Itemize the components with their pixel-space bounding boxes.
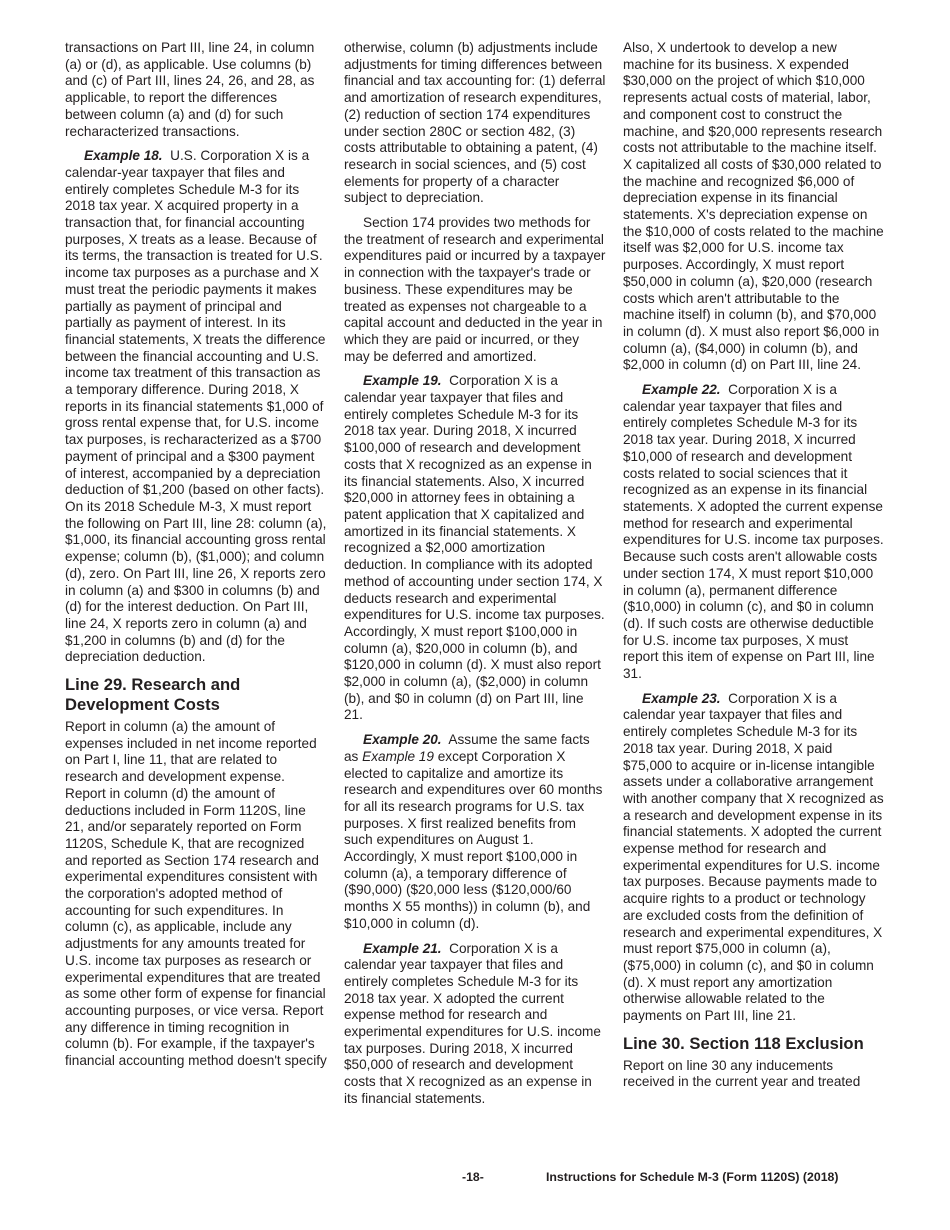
example-text: Corporation X is a calendar year taxpayer that files and entirely completes Schedule M-3 for its 2018 tax year. During 2018, X incurred $100,000 of research and development costs that X recognized as an expense in its financial statements. Also, X incurred $20,000 in attorney fees in obtaining a patent application that X capitalized and amortized in its financial statements. X recognized a $2,000 amortization deduction. In compliance with its adopted method of accounting under section 174, X deducts research and experimental expenditures for U.S. income tax purposes. Accordingly, X must report $100,000 in column (a), $20,000 in column (b), and $120,000 in column (d). X must also report $2,000 in column (a), ($2,000) in column (b), and $0 in column (d) on Part III, line 21.	[344, 373, 605, 723]
paragraph: Also, X undertook to develop a new machine for its business. X expended $30,000 on the project of which $10,000 represents actual costs of material, labor, and component cost to construct the machine, and $20,000 represents research costs not attributable to the machine itself. X capitalized all costs of $30,000 related to the machine and recognized $6,000 of depreciation expense in its financial statements. X's depreciation expense on the $10,000 of costs related to the machine itself was $2,000 for U.S. income tax purposes. Accordingly, X must report $50,000 in column (a), $20,000 (research costs which aren't attributable to the machine itself) in column (b), and $70,000 in column (d). X must also report $6,000 in column (a), ($4,000) in column (b), and $2,000 in column (d) on Part III, line 24.	[623, 40, 884, 373]
example-23	[623, 691, 885, 1025]
text-column-1	[65, 40, 327, 1070]
paragraph: otherwise, column (b) adjustments include adjustments for timing differences between financial and tax accounting for: (1) deferral and amortization of research expenditures, (2) reduction of section 174 expenditures under section 280C or section 482, (3) costs attributable to obtaining a patent, (4) research in social sciences, and (5) cost elements for property of a character subject to depreciation.	[344, 40, 606, 206]
page-number: -18-	[462, 1170, 484, 1184]
text-column-2	[344, 40, 606, 1108]
example-text: Corporation X is a calendar year taxpayer that files and entirely completes Schedule M-3 for its 2018 tax year. X adopted the current expense method for research and experimental expenditures for U.S. income tax purposes. During 2018, X incurred $50,000 of research and development costs that X recognized as an expense in its financial statements.	[344, 940, 601, 1106]
example-text: except Corporation X elected to capitalize and amortize its research and expenditures over 60 months for all its research programs for U.S. tax purposes. X first realized benefits from such expenditures on August 1. Accordingly, X must report $100,000 in column (a), a temporary difference of ($90,000) ($20,000 less ($120,000/60 months X 55 months)) in column (b), and $10,000 in column (d).	[344, 748, 603, 931]
paragraph: Section 174 provides two methods for the treatment of research and experimental expenditures paid or incurred by a taxpayer in connection with the taxpayer's trade or business. These expenditures may be treated as expenses not chargeable to a capital account and deducted in the year in which they are paid or incurred, or they may be deferred and amortized.	[344, 215, 606, 364]
example-text: Corporation X is a calendar year taxpayer that files and entirely completes Schedule M-3 for its 2018 tax year. During 2018, X incurred $10,000 of research and development costs related to social sciences that it recognized as an expense in its financial statements. X adopted the current expense method for research and experimental expenditures for U.S. income tax purposes. Because such costs aren't allowable costs under section 174, X must report $10,000 in column (a), permanent difference ($10,000) in column (c), and $0 in column (d). If such costs are otherwise deductible for U.S. income tax purposes, X must report this item of expense on Part III, line 31.	[623, 382, 884, 682]
paragraph: Report on line 30 any inducements received in the current year and treated	[623, 1057, 861, 1090]
paragraph: transactions on Part III, line 24, in column (a) or (d), as applicable. Use columns (b) and (c) of Part III, lines 24, 26, and 28, as applicable, to report the differences between column (a) and (d) for such recharacterized transactions.	[65, 40, 315, 139]
paragraph: Report in column (a) the amount of expenses included in net income reported on Part I, line 11, that are related to research and development expense. Report in column (d) the amount of deductions included in Form 1120S, line 21, and/or separately reported on Form 1120S, Schedule K, that are recognized and reported as Section 174 research and experimental expenditures consistent with the corporation's adopted method of accounting for such expenditures. In column (c), as applicable, include any adjustments for any amounts treated for U.S. income tax purposes as research or experimental expenditures that are treated as some other form of expense for financial accounting purposes, or vice versa. Report any difference in timing recognition in column (b). For example, if the taxpayer's financial accounting method doesn't specify	[65, 719, 327, 1069]
example-18	[65, 148, 327, 666]
example-label: Example 18.	[84, 148, 163, 164]
example-label: Example 19.	[363, 373, 442, 389]
example-text-pre: Assume the same facts as	[344, 732, 590, 764]
example-label: Example 20.	[363, 732, 442, 748]
example-21	[344, 941, 606, 1108]
section-heading-line-29: Line 29. Research and Development Costs	[65, 675, 241, 715]
document-title: Instructions for Schedule M-3 (Form 1120S) (2018)	[546, 1170, 839, 1184]
example-text: U.S. Corporation X is a calendar-year taxpayer that files and entirely completes Schedule M-3 for its 2018 tax year. X acquired property in a transaction that, for financial accounting purposes, X treats as a lease. Because of its terms, the transaction is treated for U.S. income tax purposes as a purchase and X must treat the periodic payments it makes partially as payment of principal and partially as payment of interest. In its financial statements, X treats the difference between the financial accounting and U.S. income tax treatment of this transaction as a temporary difference. During 2018, X reports in its financial statements $1,000 of gross rental expense that, for U.S. income tax purposes, is recharacterized as a $700 payment of principal and a $300 payment of interest, accompanied by a depreciation deduction of $1,200 (based on other facts). On its 2018 Schedule M-3, X must report the following on Part III, line 28: column (a), $1,000, its financial accounting gross rental expense; column (b), ($1,000); and column (d), zero. On Part III, line 26, X reports zero in column (a) and $300 in columns (b) and (d) for the interest deduction. On Part III, line 24, X reports zero in column (a) and $1,200 in columns (b) and (d) for the depreciation deduction.	[65, 148, 327, 665]
example-20	[344, 732, 606, 932]
example-reference: Example 19	[362, 748, 434, 764]
example-label: Example 23.	[642, 690, 721, 706]
example-22	[623, 382, 885, 683]
example-label: Example 21.	[363, 940, 442, 956]
example-text: Corporation X is a calendar year taxpayer that files and entirely completes Schedule M-3 for its 2018 tax year. During 2018, X paid $75,000 to acquire or in-license intangible assets under a collaborative arrangement with another company that X recognized as a research and development expense in its financial statements. X adopted the current expense method for research and experimental expenditures for U.S. income tax purposes. Because payments made to acquire rights to a product or technology are excluded costs from the definition of research and experimental expenditures, X must report $75,000 in column (a), ($75,000) in column (c), and $0 in column (d). X must report any amortization otherwise allowable related to the payments on Part III, line 21.	[623, 690, 884, 1024]
section-heading-line-30: Line 30. Section 118 Exclusion	[623, 1033, 864, 1053]
example-19	[344, 373, 606, 724]
example-label: Example 22.	[642, 382, 721, 398]
text-column-3	[623, 40, 885, 1091]
